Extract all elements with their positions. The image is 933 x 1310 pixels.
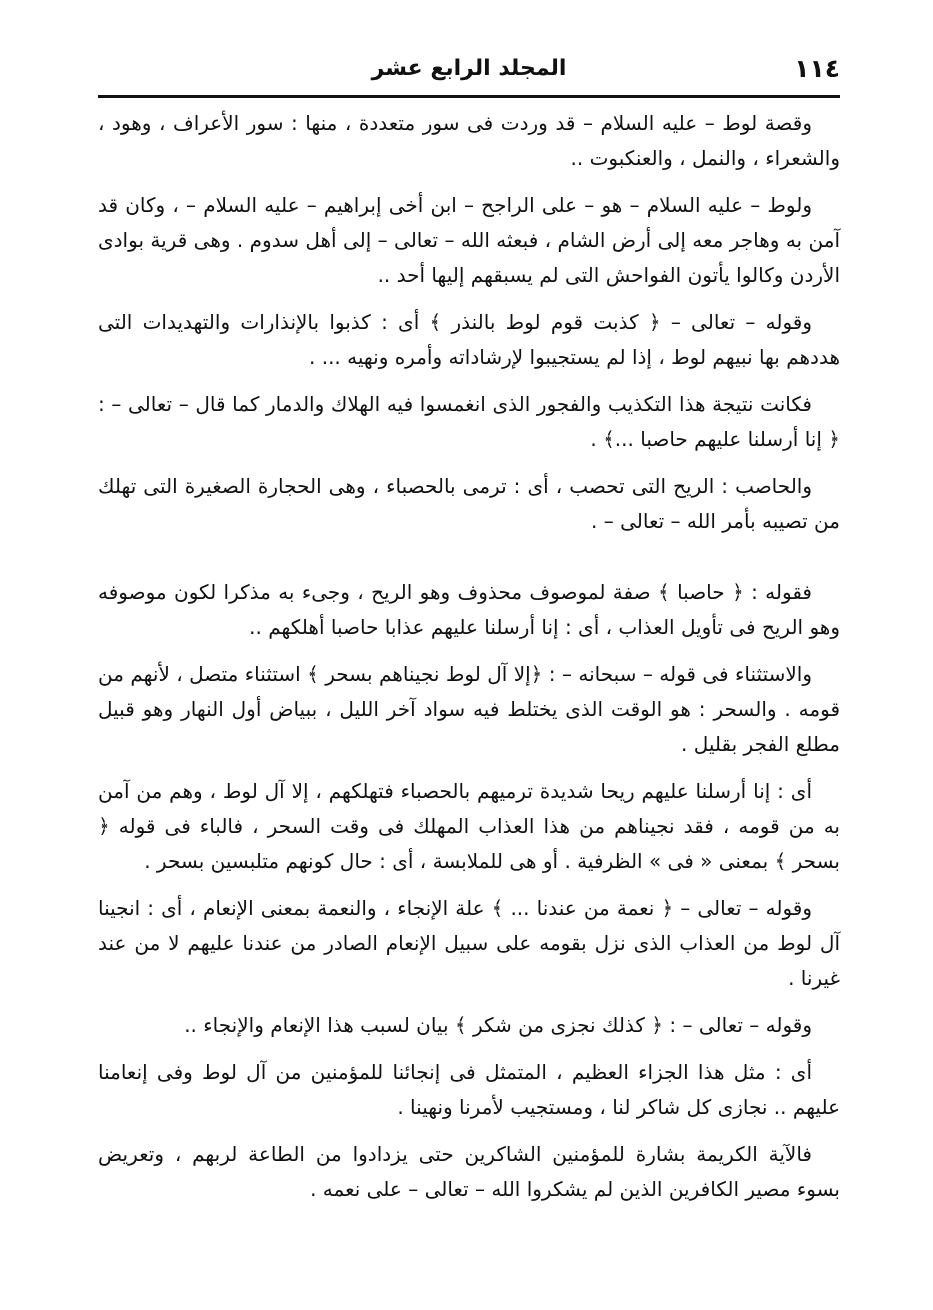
paragraph-meaning: أى : إنا أرسلنا عليهم ريحا شديدة ترميهم بالحصباء فتهلكهم ، إلا آل لوط ، وهم من آمن به من قومه ، فقد نجيناهم من هذا العذاب المهلك فى وقت السحر ، فالباء فى قوله ﴿ بسحر ﴾ بمعنى « فى » الظرفية . أو هى للملابسة ، أى : حال كونهم متلبسين بسحر .	[98, 779, 840, 873]
running-header	[98, 52, 840, 92]
paragraph-lot-story: وقصة لوط – عليه السلام – قد وردت فى سور متعددة ، منها : سور الأعراف ، وهود ، والشعراء ، والنمل ، والعنكبوت ..	[98, 111, 840, 170]
paragraph-conclusion: فالآية الكريمة بشارة للمؤمنين الشاكرين حتى يزدادوا من الطاعة لربهم ، وتعريض بسوء مصير الكافرين الذين لم يشكروا الله – تعالى – على نعمه .	[98, 1142, 840, 1201]
paragraph-blessing: وقوله – تعالى – ﴿ نعمة من عندنا ... ﴾ علة الإنجاء ، والنعمة بمعنى الإنعام ، أى : انجينا آل لوط من العذاب الذى نزل بقومه على سبيل الإنعام الصادر من عندنا عليهم لا من عند غيرنا .	[98, 896, 840, 990]
paragraph-hasib-definition: والحاصب : الريح التى تحصب ، أى : ترمى بالحصباء ، وهى الحجارة الصغيرة التى تهلك من تصيبه بأمر الله – تعالى – .	[98, 474, 840, 533]
page-body	[98, 106, 840, 1219]
page-number: ١١٤	[794, 54, 840, 83]
paragraph-reward-explanation: أى : مثل هذا الجزاء العظيم ، المتمثل فى إنجائنا للمؤمنين من آل لوط وفى إنعامنا عليهم .. نجازى كل شاكر لنا ، ومستجيب لأمرنا ونهينا .	[98, 1060, 840, 1119]
volume-title: المجلد الرابع عشر	[371, 56, 567, 81]
paragraph-lot-lineage: ولوط – عليه السلام – هو – على الراجح – ابن أخى إبراهيم – عليه السلام – ، وكان قد آمن به وهاجر معه إلى أرض الشام ، فبعثه الله – تعالى – إلى أهل سدوم . وهى قرية بوادى الأردن وكالوا يأتون الفواحش التى لم يسبقهم إليها أحد ..	[98, 193, 840, 287]
paragraph-consequence: فكانت نتيجة هذا التكذيب والفجور الذى انغمسوا فيه الهلاك والدمار كما قال – تعالى – : ﴿ إنا أرسلنا عليهم حاصبا ...﴾ .	[98, 392, 840, 451]
paragraph-denied-warnings: وقوله – تعالى – ﴿ كذبت قوم لوط بالنذر ﴾ أى : كذبوا بالإنذارات والتهديدات التى هددهم بها نبيهم لوط ، إذا لم يستجيبوا لإرشاداته وأمره ونهيه ... .	[98, 310, 840, 369]
paragraph-reward: وقوله – تعالى – : ﴿ كذلك نجزى من شكر ﴾ بيان لسبب هذا الإنعام والإنجاء ..	[184, 1013, 812, 1037]
paragraph-hasib-grammar: فقوله : ﴿ حاصبا ﴾ صفة لموصوف محذوف وهو الريح ، وجىء به مذكرا لكون موصوفه وهو الريح فى تأويل العذاب ، أى : إنا أرسلنا عليهم عذابا حاصبا أهلكهم ..	[98, 580, 840, 639]
paragraph-exception: والاستثناء فى قوله – سبحانه – : ﴿إلا آل لوط نجيناهم بسحر ﴾ استثناء متصل ، لأنهم من قومه . والسحر : هو الوقت الذى يختلط فيه سواد آخر الليل ، ببياض أول النهار وهو قبيل مطلع الفجر بقليل .	[98, 662, 840, 756]
header-divider	[98, 95, 840, 98]
